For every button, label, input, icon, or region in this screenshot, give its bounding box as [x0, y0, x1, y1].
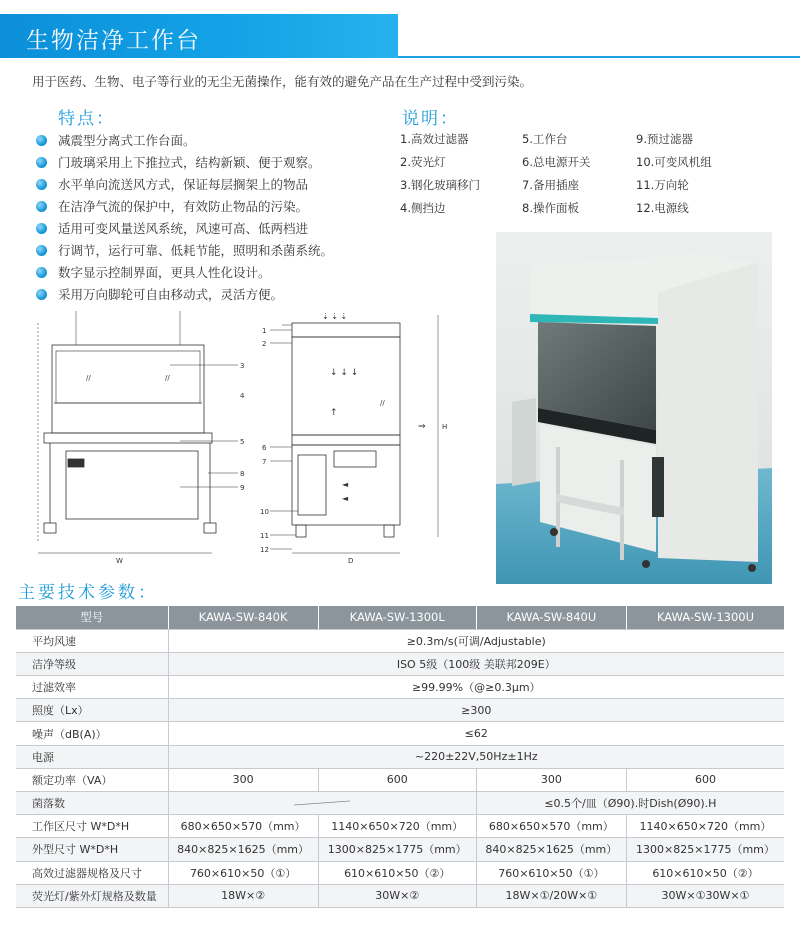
technical-drawing — [30, 305, 470, 567]
row-value: 300 — [476, 768, 626, 791]
callout-12: 12 — [260, 546, 269, 554]
svg-text:↑: ↑ — [330, 408, 338, 418]
bullet-icon — [36, 157, 47, 168]
callout-11: 11 — [260, 532, 269, 540]
parts-row — [400, 128, 760, 151]
table-row — [16, 861, 784, 884]
row-label: 过滤效率 — [16, 676, 168, 699]
table-row — [16, 838, 784, 861]
feature-item: 采用万向脚轮可自由移动式，灵活方便。 — [36, 284, 333, 306]
table-row — [16, 792, 784, 815]
feature-item: 数字显示控制界面，更具人性化设计。 — [36, 262, 333, 284]
front-view — [38, 311, 216, 565]
title-underline — [398, 56, 800, 58]
bullet-icon — [36, 201, 47, 212]
svg-text:◄: ◄ — [342, 480, 349, 489]
params-title: 主要技术参数： — [18, 583, 158, 603]
row-value: 840×825×1625（mm） — [168, 838, 318, 861]
row-value: 760×610×50（①） — [168, 861, 318, 884]
intro-text: 用于医药、生物、电子等行业的无尘无菌操作，能有效的避免产品在生产过程中受到污染。 — [32, 74, 533, 89]
table-row — [16, 652, 784, 675]
part-numbers — [240, 327, 269, 554]
row-value: 1300×825×1775（mm） — [318, 838, 476, 861]
feature-item: 门玻璃采用上下推拉式，结构新颖、便于观察。 — [36, 152, 333, 174]
callout-5: 5 — [240, 438, 245, 446]
part-label: 7.备用插座 — [522, 178, 579, 192]
feature-item: 在洁净气流的保护中，有效防止物品的污染。 — [36, 196, 333, 218]
table-row — [16, 722, 784, 745]
table-row — [16, 768, 784, 791]
page-title: 生物洁净工作台 — [26, 28, 201, 54]
table-header — [16, 606, 784, 629]
svg-text:⇒: ⇒ — [418, 422, 426, 432]
row-value: 30W×② — [318, 884, 476, 907]
part-label: 1.高效过滤器 — [400, 132, 469, 146]
feature-item: 行调节，运行可靠、低耗节能，照明和杀菌系统。 — [36, 240, 333, 262]
row-value: 300 — [168, 768, 318, 791]
table-row — [16, 884, 784, 907]
parts-legend — [400, 128, 760, 220]
row-value: ≥300 — [168, 699, 784, 722]
row-value: 680×650×570（mm） — [168, 815, 318, 838]
part-label: 6.总电源开关 — [522, 155, 591, 169]
spec-table — [16, 606, 784, 908]
svg-text://: // — [86, 374, 91, 382]
table-row — [16, 699, 784, 722]
row-label: 工作区尺寸 W*D*H — [16, 815, 168, 838]
feature-list — [36, 130, 333, 306]
row-value: 18W×② — [168, 884, 318, 907]
row-value: ~220±22V,50Hz±1Hz — [168, 745, 784, 768]
svg-text://: // — [165, 374, 170, 382]
callout-9: 9 — [240, 484, 245, 492]
header-cell: KAWA-SW-1300U — [626, 606, 784, 629]
callout-6: 6 — [262, 444, 267, 452]
row-value: 760×610×50（①） — [476, 861, 626, 884]
header-cell: KAWA-SW-840U — [476, 606, 626, 629]
row-value: 680×650×570（mm） — [476, 815, 626, 838]
svg-text:◄: ◄ — [342, 494, 349, 503]
row-label: 照度（Lx） — [16, 699, 168, 722]
table-row — [16, 815, 784, 838]
row-label: 平均风速 — [16, 629, 168, 652]
product-photo — [496, 232, 772, 584]
row-value: 610×610×50（②） — [318, 861, 476, 884]
part-label: 3.钢化玻璃移门 — [400, 178, 480, 192]
parts-row — [400, 151, 760, 174]
row-value: 18W×①/20W×① — [476, 884, 626, 907]
bullet-icon — [36, 245, 47, 256]
row-value: 1140×650×720（mm） — [626, 815, 784, 838]
row-value: 600 — [318, 768, 476, 791]
row-label: 噪声（dB(A)） — [16, 722, 168, 745]
bullet-icon — [36, 267, 47, 278]
part-label: 5.工作台 — [522, 132, 568, 146]
row-value-left — [168, 792, 476, 815]
row-value: ISO 5级（100级 美联邦209E） — [168, 652, 784, 675]
part-label: 11.万向轮 — [636, 178, 689, 192]
bullet-icon — [36, 289, 47, 300]
part-label: 4.侧挡边 — [400, 201, 446, 215]
row-value-right: ≤0.5个/皿（Ø90).时Dish(Ø90).H — [476, 792, 784, 815]
row-label: 电源 — [16, 745, 168, 768]
row-value: 840×825×1625（mm） — [476, 838, 626, 861]
svg-text:D: D — [348, 557, 354, 565]
svg-text:⇣ ⇣ ⇣: ⇣ ⇣ ⇣ — [322, 312, 348, 321]
row-label: 高效过滤器规格及尺寸 — [16, 861, 168, 884]
row-label: 洁净等级 — [16, 652, 168, 675]
dash-mark — [292, 799, 352, 807]
row-value: ≤62 — [168, 722, 784, 745]
callout-2: 2 — [262, 340, 267, 348]
parts-row — [400, 174, 760, 197]
row-value: 30W×①30W×① — [626, 884, 784, 907]
part-label: 9.预过滤器 — [636, 132, 693, 146]
table-row — [16, 745, 784, 768]
row-value: 1300×825×1775（mm） — [626, 838, 784, 861]
header-cell: 型号 — [16, 606, 168, 629]
row-label: 额定功率（VA） — [16, 768, 168, 791]
part-label: 2.荧光灯 — [400, 155, 446, 169]
row-label: 菌落数 — [16, 792, 168, 815]
part-label: 8.操作面板 — [522, 201, 579, 215]
callout-3: 3 — [240, 362, 245, 370]
header-cell: KAWA-SW-1300L — [318, 606, 476, 629]
callout-8: 8 — [240, 470, 245, 478]
feature-item: 水平单向流送风方式，保证每层搁架上的物品 — [36, 174, 333, 196]
row-value: 600 — [626, 768, 784, 791]
header-cell: KAWA-SW-840K — [168, 606, 318, 629]
parts-row — [400, 197, 760, 220]
parts-title: 说明： — [402, 109, 459, 129]
row-label: 荧光灯/紫外灯规格及数量 — [16, 884, 168, 907]
part-number-callouts — [270, 330, 298, 549]
svg-text://: // — [380, 399, 385, 407]
svg-text:↓ ↓ ↓: ↓ ↓ ↓ — [330, 368, 359, 378]
row-value: 610×610×50（②） — [626, 861, 784, 884]
callout-1: 1 — [262, 327, 267, 335]
svg-text:H: H — [442, 423, 448, 431]
bullet-icon — [36, 223, 47, 234]
page-title-bar — [0, 14, 398, 58]
feature-item: 适用可变风量送风系统，风速可高、低两档进 — [36, 218, 333, 240]
row-value: 1140×650×720（mm） — [318, 815, 476, 838]
bullet-icon — [36, 135, 47, 146]
bullet-icon — [36, 179, 47, 190]
feature-item: 减震型分离式工作台面。 — [36, 130, 333, 152]
callout-10: 10 — [260, 508, 269, 516]
row-value: ≥99.99%（@≥0.3μm） — [168, 676, 784, 699]
side-view — [282, 312, 447, 565]
table-row — [16, 676, 784, 699]
callout-4: 4 — [240, 392, 245, 400]
features-title: 特点： — [58, 109, 115, 129]
callout-7: 7 — [262, 458, 267, 466]
part-label: 10.可变风机组 — [636, 155, 712, 169]
row-label: 外型尺寸 W*D*H — [16, 838, 168, 861]
svg-text:W: W — [116, 557, 123, 565]
row-value: ≥0.3m/s(可调/Adjustable) — [168, 629, 784, 652]
table-row — [16, 629, 784, 652]
part-label: 12.电源线 — [636, 201, 689, 215]
